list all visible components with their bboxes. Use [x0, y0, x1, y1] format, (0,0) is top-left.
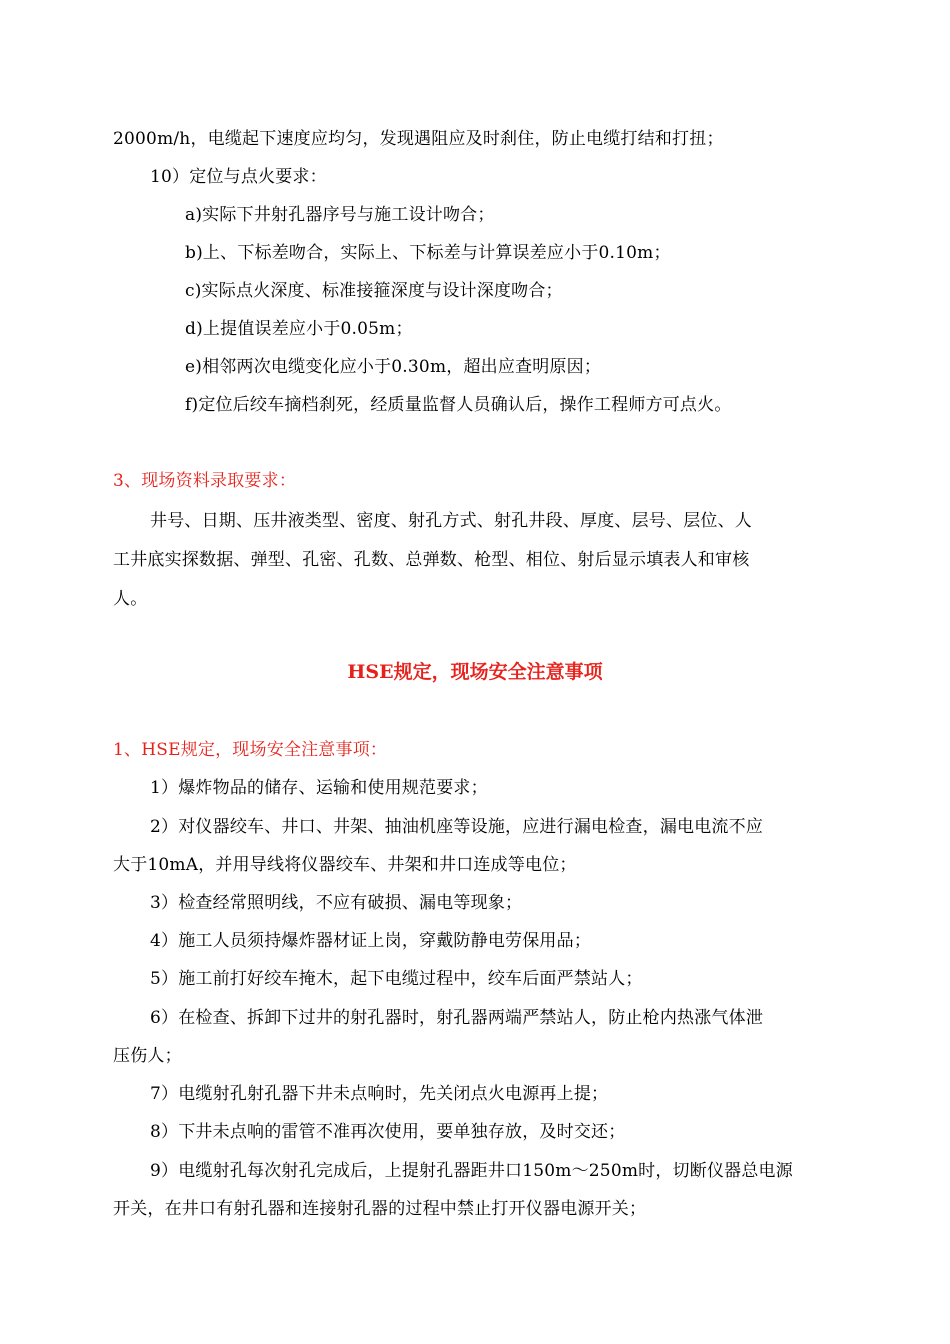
list-item: 2）对仪器绞车、井口、井架、抽油机座等设施，应进行漏电检查，漏电电流不应: [150, 817, 764, 837]
list-item: e)相邻两次电缆变化应小于0.30m，超出应查明原因；: [185, 357, 602, 377]
list-item: b)上、下标差吻合，实际上、下标差与计算误差应小于0.10m；: [185, 243, 671, 263]
paragraph-line: 人。: [113, 589, 148, 609]
list-item: d)上提值误差应小于0.05m；: [185, 319, 413, 339]
list-item: 8）下井未点响的雷管不准再次使用，要单独存放，及时交还；: [150, 1122, 626, 1142]
page-title: HSE规定，现场安全注意事项: [347, 661, 603, 683]
list-item: 6）在检查、拆卸下过井的射孔器时，射孔器两端严禁站人，防止枪内热涨气体泄: [150, 1008, 764, 1028]
section-heading: 1、HSE规定，现场安全注意事项：: [113, 740, 388, 760]
list-item-continued: 压伤人；: [113, 1046, 182, 1066]
list-item: a)实际下井射孔器序号与施工设计吻合；: [185, 205, 495, 225]
list-item: 5）施工前打好绞车掩木，起下电缆过程中，绞车后面严禁站人；: [150, 969, 643, 989]
list-item-continued: 开关，在井口有射孔器和连接射孔器的过程中禁止打开仪器电源开关；: [113, 1199, 647, 1219]
section-heading: 3、现场资料录取要求：: [113, 471, 297, 491]
paragraph-line: 2000m/h，电缆起下速度应均匀，发现遇阻应及时刹住，防止电缆打结和打扭；: [113, 129, 724, 149]
list-item: 9）电缆射孔每次射孔完成后，上提射孔器距井口150m～250m时，切断仪器总电源: [150, 1161, 793, 1181]
list-item: f)定位后绞车摘档刹死，经质量监督人员确认后，操作工程师方可点火。: [185, 395, 732, 415]
list-item: c)实际点火深度、标准接箍深度与设计深度吻合；: [185, 281, 563, 301]
paragraph-line: 井号、日期、压井液类型、密度、射孔方式、射孔井段、厚度、层号、层位、人: [150, 511, 752, 531]
list-item: 1）爆炸物品的储存、运输和使用规范要求；: [150, 778, 488, 798]
list-item: 7）电缆射孔射孔器下井未点响时，先关闭点火电源再上提；: [150, 1084, 609, 1104]
list-item: 3）检查经常照明线，不应有破损、漏电等现象；: [150, 893, 523, 913]
list-item: 4）施工人员须持爆炸器材证上岗，穿戴防静电劳保用品；: [150, 931, 592, 951]
paragraph-line: 工井底实探数据、弹型、孔密、孔数、总弹数、枪型、相位、射后显示填表人和审核: [113, 550, 750, 570]
list-item: 10）定位与点火要求：: [150, 167, 327, 187]
list-item-continued: 大于10mA，并用导线将仪器绞车、井架和井口连成等电位；: [113, 855, 577, 875]
